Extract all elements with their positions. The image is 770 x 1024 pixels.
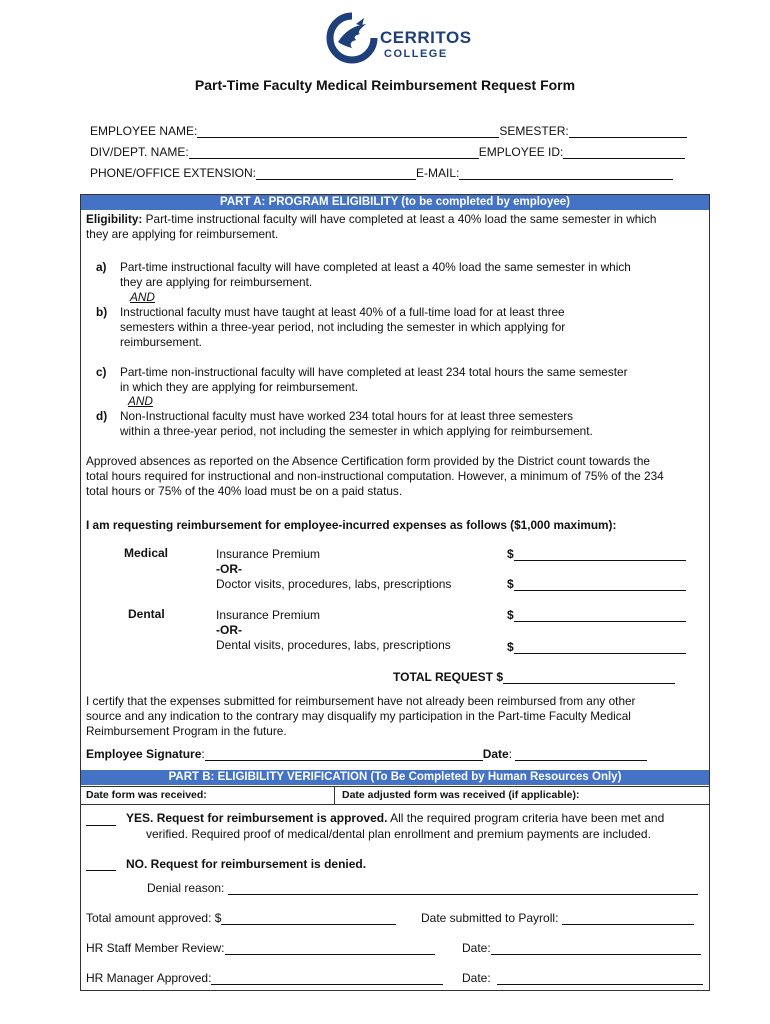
part-b-divider-vertical bbox=[334, 786, 335, 804]
part-b-divider-top bbox=[81, 786, 709, 787]
hr-manager-date-label: Date: bbox=[462, 971, 491, 985]
phone-label: PHONE/OFFICE EXTENSION: bbox=[90, 166, 257, 180]
part-b-heading: PART B: ELIGIBILITY VERIFICATION (To Be Completed by Human Resources Only) bbox=[81, 770, 709, 785]
signature-date-field[interactable] bbox=[515, 748, 647, 761]
date-payroll-row bbox=[421, 911, 694, 925]
form-title: Part-Time Faculty Medical Reimbursement Request Form bbox=[194, 77, 576, 93]
signature-date-colon: : bbox=[508, 747, 516, 761]
date-received-label: Date form was received: bbox=[86, 789, 207, 801]
dental-visits-amount bbox=[507, 640, 686, 654]
dental-label: Dental bbox=[128, 607, 165, 621]
eligibility-text-1: Part-time instructional faculty will have completed at least a 40% load the same semester in which bbox=[142, 212, 657, 226]
hr-staff-label: HR Staff Member Review: bbox=[86, 941, 225, 955]
semester-field[interactable] bbox=[569, 125, 687, 138]
and-connector-1: AND bbox=[130, 290, 155, 304]
item-c-line-1: Part-time non-instructional faculty will have completed at least 234 total hours the same semester bbox=[120, 365, 628, 379]
total-approved-row bbox=[86, 911, 396, 925]
medical-visits-field[interactable] bbox=[514, 578, 686, 591]
criteria-item-b bbox=[96, 305, 716, 350]
hr-staff-field[interactable] bbox=[225, 942, 435, 955]
eligibility-label: Eligibility: bbox=[86, 212, 143, 226]
medical-premium-field[interactable] bbox=[514, 548, 686, 561]
criteria-item-d bbox=[96, 409, 716, 439]
yes-rest-text: All the required program criteria have been met and bbox=[387, 811, 665, 825]
hr-staff-date-row bbox=[462, 941, 701, 955]
or-label-1: -OR- bbox=[216, 562, 242, 576]
email-field[interactable] bbox=[459, 167, 673, 180]
item-b-line-1: Instructional faculty must have taught at least 40% of a full-time load for at least three bbox=[120, 305, 565, 319]
no-checkline[interactable] bbox=[86, 858, 116, 871]
yes-line-2: verified. Required proof of medical/dental plan enrollment and premium payments are included. bbox=[146, 827, 651, 841]
employee-id-label: EMPLOYEE ID: bbox=[478, 145, 564, 159]
date-payroll-field[interactable] bbox=[562, 912, 694, 925]
dollar-sign-2: $ bbox=[507, 577, 514, 591]
hr-staff-row bbox=[86, 941, 435, 955]
dental-visits-label: Dental visits, procedures, labs, prescriptions bbox=[216, 638, 451, 652]
employee-name-field[interactable] bbox=[197, 125, 499, 138]
absences-paragraph bbox=[86, 454, 706, 499]
date-payroll-label: Date submitted to Payroll: bbox=[421, 911, 559, 925]
hr-manager-label: HR Manager Approved: bbox=[86, 971, 212, 985]
part-b-divider-bottom bbox=[81, 804, 709, 805]
total-approved-label: Total amount approved: $ bbox=[86, 911, 222, 925]
yes-bold-text: YES. Request for reimbursement is approved. bbox=[126, 811, 388, 825]
hr-staff-date-label: Date: bbox=[462, 941, 491, 955]
denial-reason-row bbox=[147, 881, 698, 895]
hr-staff-date-field[interactable] bbox=[491, 942, 701, 955]
yes-option bbox=[86, 810, 706, 842]
medical-visits-amount bbox=[507, 577, 686, 591]
hr-manager-row bbox=[86, 971, 443, 985]
total-approved-field[interactable] bbox=[221, 912, 396, 925]
medical-visits-label: Doctor visits, procedures, labs, prescriptions bbox=[216, 577, 452, 591]
header-row-3 bbox=[90, 166, 673, 180]
item-b-line-2: semesters within a three-year period, not including the semester in which applying for bbox=[120, 320, 566, 334]
employee-name-label: EMPLOYEE NAME: bbox=[90, 124, 198, 138]
certify-line-1: I certify that the expenses submitted for reimbursement have not already been reimbursed from any other bbox=[86, 694, 636, 708]
item-a-line-2: they are applying for reimbursement. bbox=[120, 275, 313, 289]
absences-line-3: total hours or 75% of the 40% load must be on a paid status. bbox=[86, 484, 403, 498]
header-row-2 bbox=[90, 145, 685, 159]
logo-text-cerritos: CERRITOS bbox=[380, 28, 472, 47]
yes-checkline[interactable] bbox=[86, 813, 116, 826]
signature-colon: : bbox=[201, 747, 205, 761]
dollar-sign-5: $ bbox=[496, 670, 504, 684]
item-c-line-2: in which they are applying for reimbursement. bbox=[120, 380, 359, 394]
eligibility-text-2: they are applying for reimbursement. bbox=[86, 227, 279, 241]
signature-date-label: Date bbox=[482, 747, 509, 761]
dental-premium-field[interactable] bbox=[514, 609, 686, 622]
logo-text-college: COLLEGE bbox=[384, 48, 448, 60]
header-row-1 bbox=[90, 124, 687, 138]
item-a-line-1: Part-time instructional faculty will have completed at least a 40% load the same semester in which bbox=[120, 260, 631, 274]
denial-reason-label: Denial reason: bbox=[147, 881, 225, 895]
div-dept-label: DIV/DEPT. NAME: bbox=[90, 145, 189, 159]
medical-label: Medical bbox=[124, 546, 169, 560]
absences-line-1: Approved absences as reported on the Absence Certification form provided by the District count towards the bbox=[86, 454, 650, 468]
eagle-logo-icon bbox=[326, 12, 378, 64]
email-label: E-MAIL: bbox=[416, 166, 460, 180]
cerritos-college-logo bbox=[326, 12, 496, 64]
eligibility-paragraph bbox=[86, 212, 706, 242]
item-b-label: b) bbox=[96, 305, 108, 319]
item-b-line-3: reimbursement. bbox=[120, 335, 202, 349]
dental-premium-amount bbox=[507, 608, 686, 622]
item-d-line-2: within a three-year period, not including the semester in which applying for reimbursement. bbox=[120, 424, 593, 438]
and-connector-2: AND bbox=[128, 394, 153, 408]
dental-premium-label: Insurance Premium bbox=[216, 608, 321, 622]
hr-manager-date-row bbox=[462, 971, 703, 985]
medical-premium-amount bbox=[507, 547, 686, 561]
dollar-sign-3: $ bbox=[507, 608, 514, 622]
item-d-label: d) bbox=[96, 409, 108, 423]
total-request-label: TOTAL REQUEST bbox=[393, 670, 494, 684]
certify-paragraph bbox=[86, 694, 706, 739]
medical-premium-label: Insurance Premium bbox=[216, 547, 321, 561]
div-dept-field[interactable] bbox=[189, 146, 479, 159]
dollar-sign-1: $ bbox=[507, 547, 514, 561]
or-label-2: -OR- bbox=[216, 623, 242, 637]
denial-reason-field[interactable] bbox=[228, 882, 698, 895]
employee-id-field[interactable] bbox=[563, 146, 685, 159]
criteria-item-c bbox=[96, 365, 716, 395]
no-option bbox=[86, 857, 366, 871]
absences-line-2: total hours required for instructional and non-instructional computation. However, a minimum of 75% of the 234 bbox=[86, 469, 664, 483]
certify-line-3: Reimbursement Program in the future. bbox=[86, 724, 287, 738]
requesting-statement: I am requesting reimbursement for employee-incurred expenses as follows ($1,000 maximum): bbox=[86, 518, 617, 532]
signature-row bbox=[86, 747, 647, 761]
hr-manager-field[interactable] bbox=[211, 972, 443, 985]
semester-label: SEMESTER: bbox=[499, 124, 569, 138]
part-a-heading: PART A: PROGRAM ELIGIBILITY (to be completed by employee) bbox=[81, 195, 709, 210]
phone-field[interactable] bbox=[256, 167, 416, 180]
hr-manager-date-field[interactable] bbox=[497, 972, 703, 985]
criteria-item-a bbox=[96, 260, 716, 290]
no-bold-text: NO. Request for reimbursement is denied. bbox=[126, 857, 367, 871]
dollar-sign-4: $ bbox=[507, 640, 514, 654]
signature-label: Employee Signature bbox=[86, 747, 202, 761]
item-c-label: c) bbox=[96, 365, 107, 379]
certify-line-2: source and any indication to the contrary may disqualify my participation in the Part-time Faculty Medical bbox=[86, 709, 631, 723]
total-request-field[interactable] bbox=[503, 671, 675, 684]
item-d-line-1: Non-Instructional faculty must have worked 234 total hours for at least three semesters bbox=[120, 409, 574, 423]
dental-visits-field[interactable] bbox=[514, 641, 686, 654]
signature-field[interactable] bbox=[205, 748, 483, 761]
item-a-label: a) bbox=[96, 260, 107, 274]
date-adjusted-label: Date adjusted form was received (if applicable): bbox=[342, 789, 580, 801]
total-request-row bbox=[393, 670, 675, 684]
